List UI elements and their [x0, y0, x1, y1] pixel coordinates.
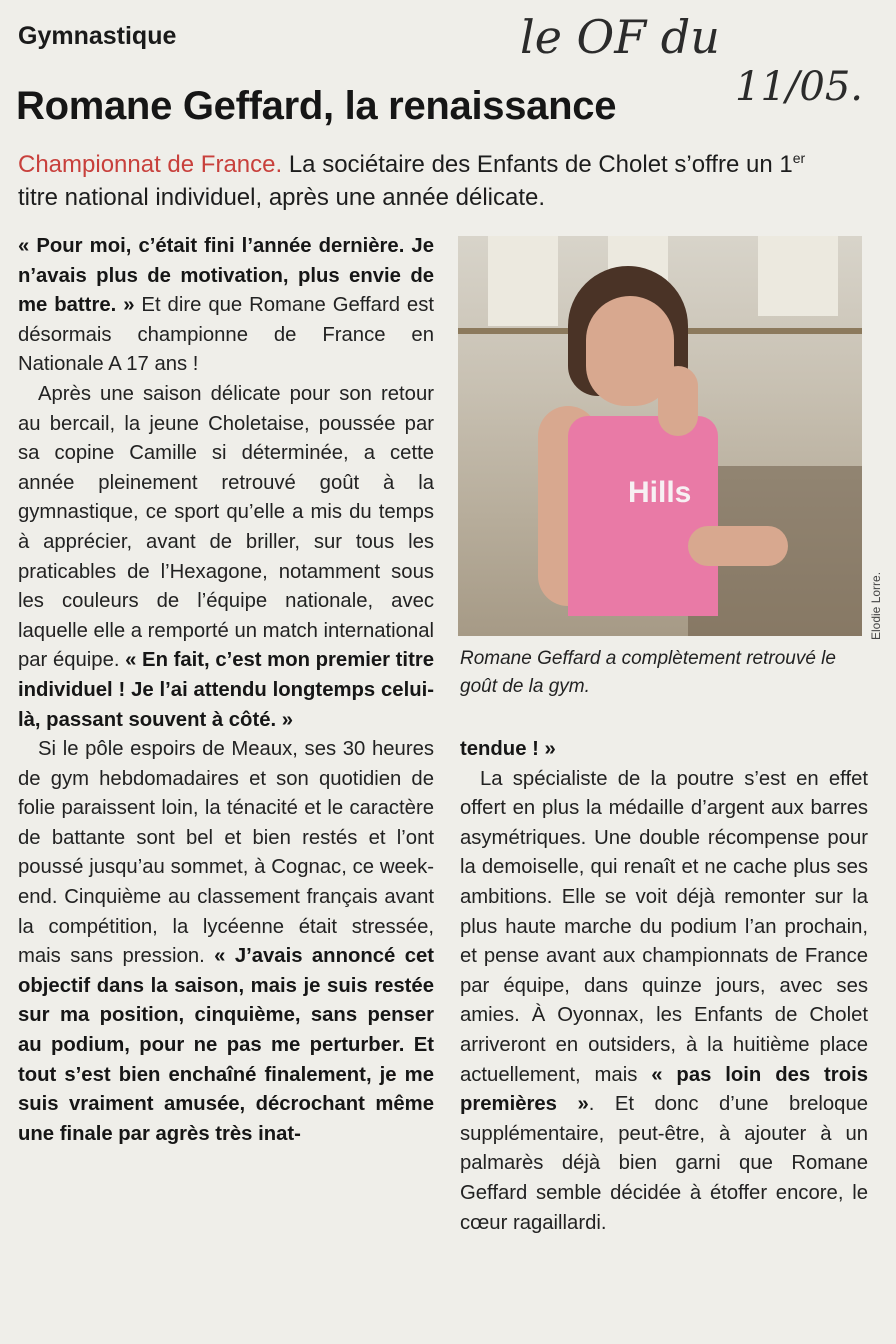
photo-shirt-print: Hills: [628, 476, 692, 509]
paragraph-3: [18, 735, 434, 1149]
paragraph-1-text: Et dire que Romane Geffard est désormais championne de France en Nationale A 17 ans !: [18, 294, 434, 376]
photo-caption: Romane Geffard a complètement retrouvé le goût de la gym.: [460, 648, 836, 697]
photo-credit: Elodie Lorre.: [869, 571, 883, 640]
athlete-photo: [458, 236, 862, 636]
lead-superscript: er: [792, 150, 806, 166]
lead-text-a: La sociétaire des Enfants de Cholet s’offre un 1: [282, 151, 793, 178]
section-label: Gymnastique: [18, 22, 177, 50]
quote-3-end: tendue ! »: [460, 738, 556, 760]
lead-label: Championnat de France.: [18, 151, 283, 178]
article-column-left: [18, 232, 434, 1149]
handwritten-date-line2: 11/05.: [735, 64, 863, 110]
quote-1: « Pour moi, c’était fini l’année dernière. Je n’avais plus de motivation, plus envie de me battre. »: [18, 235, 434, 317]
article-column-right: [460, 735, 868, 1238]
quote-2: « En fait, c’est mon premier titre individuel ! Je l’ai attendu longtemps celui-là, passant souvent à côté. »: [18, 649, 434, 731]
photo-shirt: [568, 416, 718, 616]
photo-hand: [658, 366, 698, 436]
quote-3: « J’avais annoncé cet objectif dans la saison, mais je suis restée sur ma position, cinquième, sans penser au podium, pour ne pas me perturber. Et tout s’est bien enchaîné finalement, je me suis vraiment amusée, décrochant même une finale par agrès très inat-: [18, 945, 435, 1145]
handwritten-date-line1: le OF du: [520, 10, 720, 64]
paragraph-3-text: Si le pôle espoirs de Meaux, ses 30 heures de gym hebdomadaires et son quotidien de folie paraissent loin, la ténacité et le caractère de battante sont bel et bien restés et l’ont poussé jusqu’au sommet, à Cognac, ce week-end. Cinquième au classement français avant la compétition, la lycéenne était stressée, mais sans pression.: [18, 738, 434, 968]
photo-forearm: [688, 526, 788, 566]
paragraph-3-continued: [460, 735, 868, 765]
paragraph-1: [18, 232, 434, 380]
lead-text-b: titre national individuel, après une année délicate.: [18, 184, 546, 211]
photo-window-1: [488, 236, 558, 326]
paragraph-2-text: Après une saison délicate pour son retour au bercail, la jeune Choletaise, poussée par sa copine Camille si déterminée, a cette année pleinement retrouvé goût à la gymnastique, ce sport qu’elle a mis du temps à apprécier, avant de briller, sur tous les praticables de l’Hexagone, notamment sous les couleurs de l’équipe nationale, avec laquelle elle a remporté un match international par équipe.: [18, 382, 435, 672]
paragraph-4: [460, 765, 868, 1239]
headline: Romane Geffard, la renaissance: [16, 84, 617, 128]
paragraph-2: [18, 380, 434, 735]
quote-4: « pas loin des trois premières »: [460, 1063, 869, 1116]
lead-paragraph: [18, 142, 818, 214]
paragraph-4-text-a: La spécialiste de la poutre s’est en effet offert en plus la médaille d’argent aux barres asymétriques. Une double récompense pour la demoiselle, qui renaît et ne cache plus ses ambitions. Elle se voit déjà remonter sur la plus haute marche du podium l’an prochain, et pense avant aux championnats de France par équipe, dans quinze jours, avec ses amies. À Oyonnax, les Enfants de Cholet arriveront en outsiders, à la huitième place actuellement, mais: [460, 767, 868, 1086]
paragraph-4-text-b: . Et donc d’une breloque supplémentaire, peut-être, à ajouter à un palmarès déjà bien garni que Romane Geffard semble décidée à étoffer encore, le cœur ragaillardi.: [460, 1093, 868, 1234]
photo-window-3: [758, 236, 838, 316]
